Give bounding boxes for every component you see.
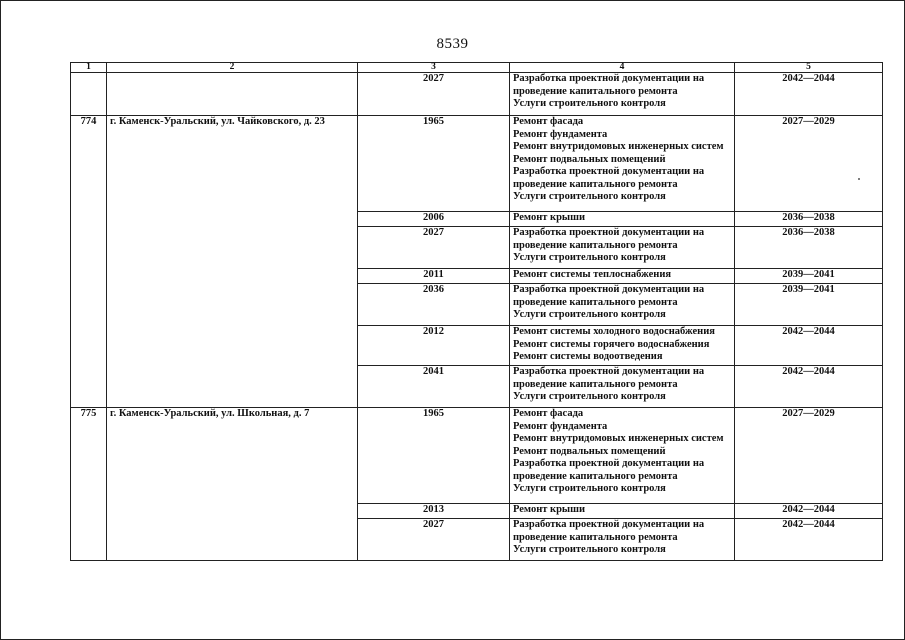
work-item: Ремонт крыши [513,504,586,515]
repair-schedule-table [70,62,883,561]
period-cell: 2027—2029 [735,116,883,212]
period-cell: 2042—2044 [735,519,883,561]
work-item: Услуги строительного контроля [513,544,666,555]
work-item: Ремонт фасада [513,116,584,127]
work-item: Ремонт подвальных помещений [513,445,666,457]
year-cell: 2012 [358,326,510,366]
period-cell: 2042—2044 [735,326,883,366]
period-cell: 2027—2029 [735,408,883,504]
work-item: Ремонт системы холодного водоснабжения [513,326,715,337]
year-cell: 2006 [358,212,510,227]
period-cell: 2042—2044 [735,73,883,116]
work-item: Ремонт фасада [513,408,584,419]
building-address: г. Каменск-Уральский, ул. Школьная, д. 7 [107,408,358,561]
work-item: Ремонт крыши [513,212,586,223]
page-number: 8539 [436,36,469,52]
work-item: Ремонт внутридомовых инженерных систем [513,433,724,444]
table-row [71,116,883,212]
work-item: Ремонт системы теплоснабжения [513,269,672,280]
scan-speck [858,178,860,180]
building-address [107,73,358,116]
works-cell [510,227,735,269]
work-item: Ремонт внутридомовых инженерных систем [513,141,724,152]
works-cell [510,366,735,408]
object-number: 775 [71,408,107,561]
column-header: 4 [510,63,735,73]
work-item: Услуги строительного контроля [513,483,666,494]
work-item: Услуги строительного контроля [513,98,666,109]
year-cell: 2027 [358,73,510,116]
work-item: Разработка проектной документации на проведение капитального ремонта [513,458,705,482]
period-cell: 2039—2041 [735,269,883,284]
work-item: Услуги строительного контроля [513,391,666,402]
year-cell: 2027 [358,227,510,269]
table-row [71,73,883,116]
year-cell: 2036 [358,284,510,326]
work-item: Разработка проектной документации на проведение капитального ремонта [513,227,705,251]
year-cell: 2027 [358,519,510,561]
work-item: Разработка проектной документации на проведение капитального ремонта [513,366,705,390]
year-cell: 2013 [358,504,510,519]
year-cell: 1965 [358,408,510,504]
works-cell [510,408,735,504]
works-cell [510,519,735,561]
work-item: Ремонт системы водоотведения [513,351,663,362]
column-header: 1 [71,63,107,73]
column-header: 2 [107,63,358,73]
object-number: 774 [71,116,107,408]
work-item: Ремонт фундамента [513,420,608,432]
work-item: Ремонт подвальных помещений [513,153,666,165]
work-item: Разработка проектной документации на проведение капитального ремонта [513,166,705,190]
works-cell [510,269,735,284]
column-header: 3 [358,63,510,73]
period-cell: 2042—2044 [735,366,883,408]
work-item: Услуги строительного контроля [513,309,666,320]
period-cell: 2036—2038 [735,227,883,269]
year-cell: 2011 [358,269,510,284]
works-cell [510,116,735,212]
work-item: Услуги строительного контроля [513,191,666,202]
works-cell [510,284,735,326]
table-row [71,408,883,504]
building-address: г. Каменск-Уральский, ул. Чайковского, д. 23 [107,116,358,408]
works-cell [510,326,735,366]
work-item: Разработка проектной документации на проведение капитального ремонта [513,73,705,97]
work-item: Разработка проектной документации на проведение капитального ремонта [513,284,705,308]
period-cell: 2042—2044 [735,504,883,519]
work-item: Разработка проектной документации на проведение капитального ремонта [513,519,705,543]
work-item: Ремонт фундамента [513,128,608,140]
column-number-row [71,63,883,73]
year-cell: 2041 [358,366,510,408]
work-item: Ремонт системы горячего водоснабжения [513,338,710,350]
column-header: 5 [735,63,883,73]
works-cell [510,212,735,227]
year-cell: 1965 [358,116,510,212]
table-body [71,73,883,561]
works-cell [510,504,735,519]
works-cell [510,73,735,116]
object-number [71,73,107,116]
work-item: Услуги строительного контроля [513,252,666,263]
period-cell: 2036—2038 [735,212,883,227]
period-cell: 2039—2041 [735,284,883,326]
